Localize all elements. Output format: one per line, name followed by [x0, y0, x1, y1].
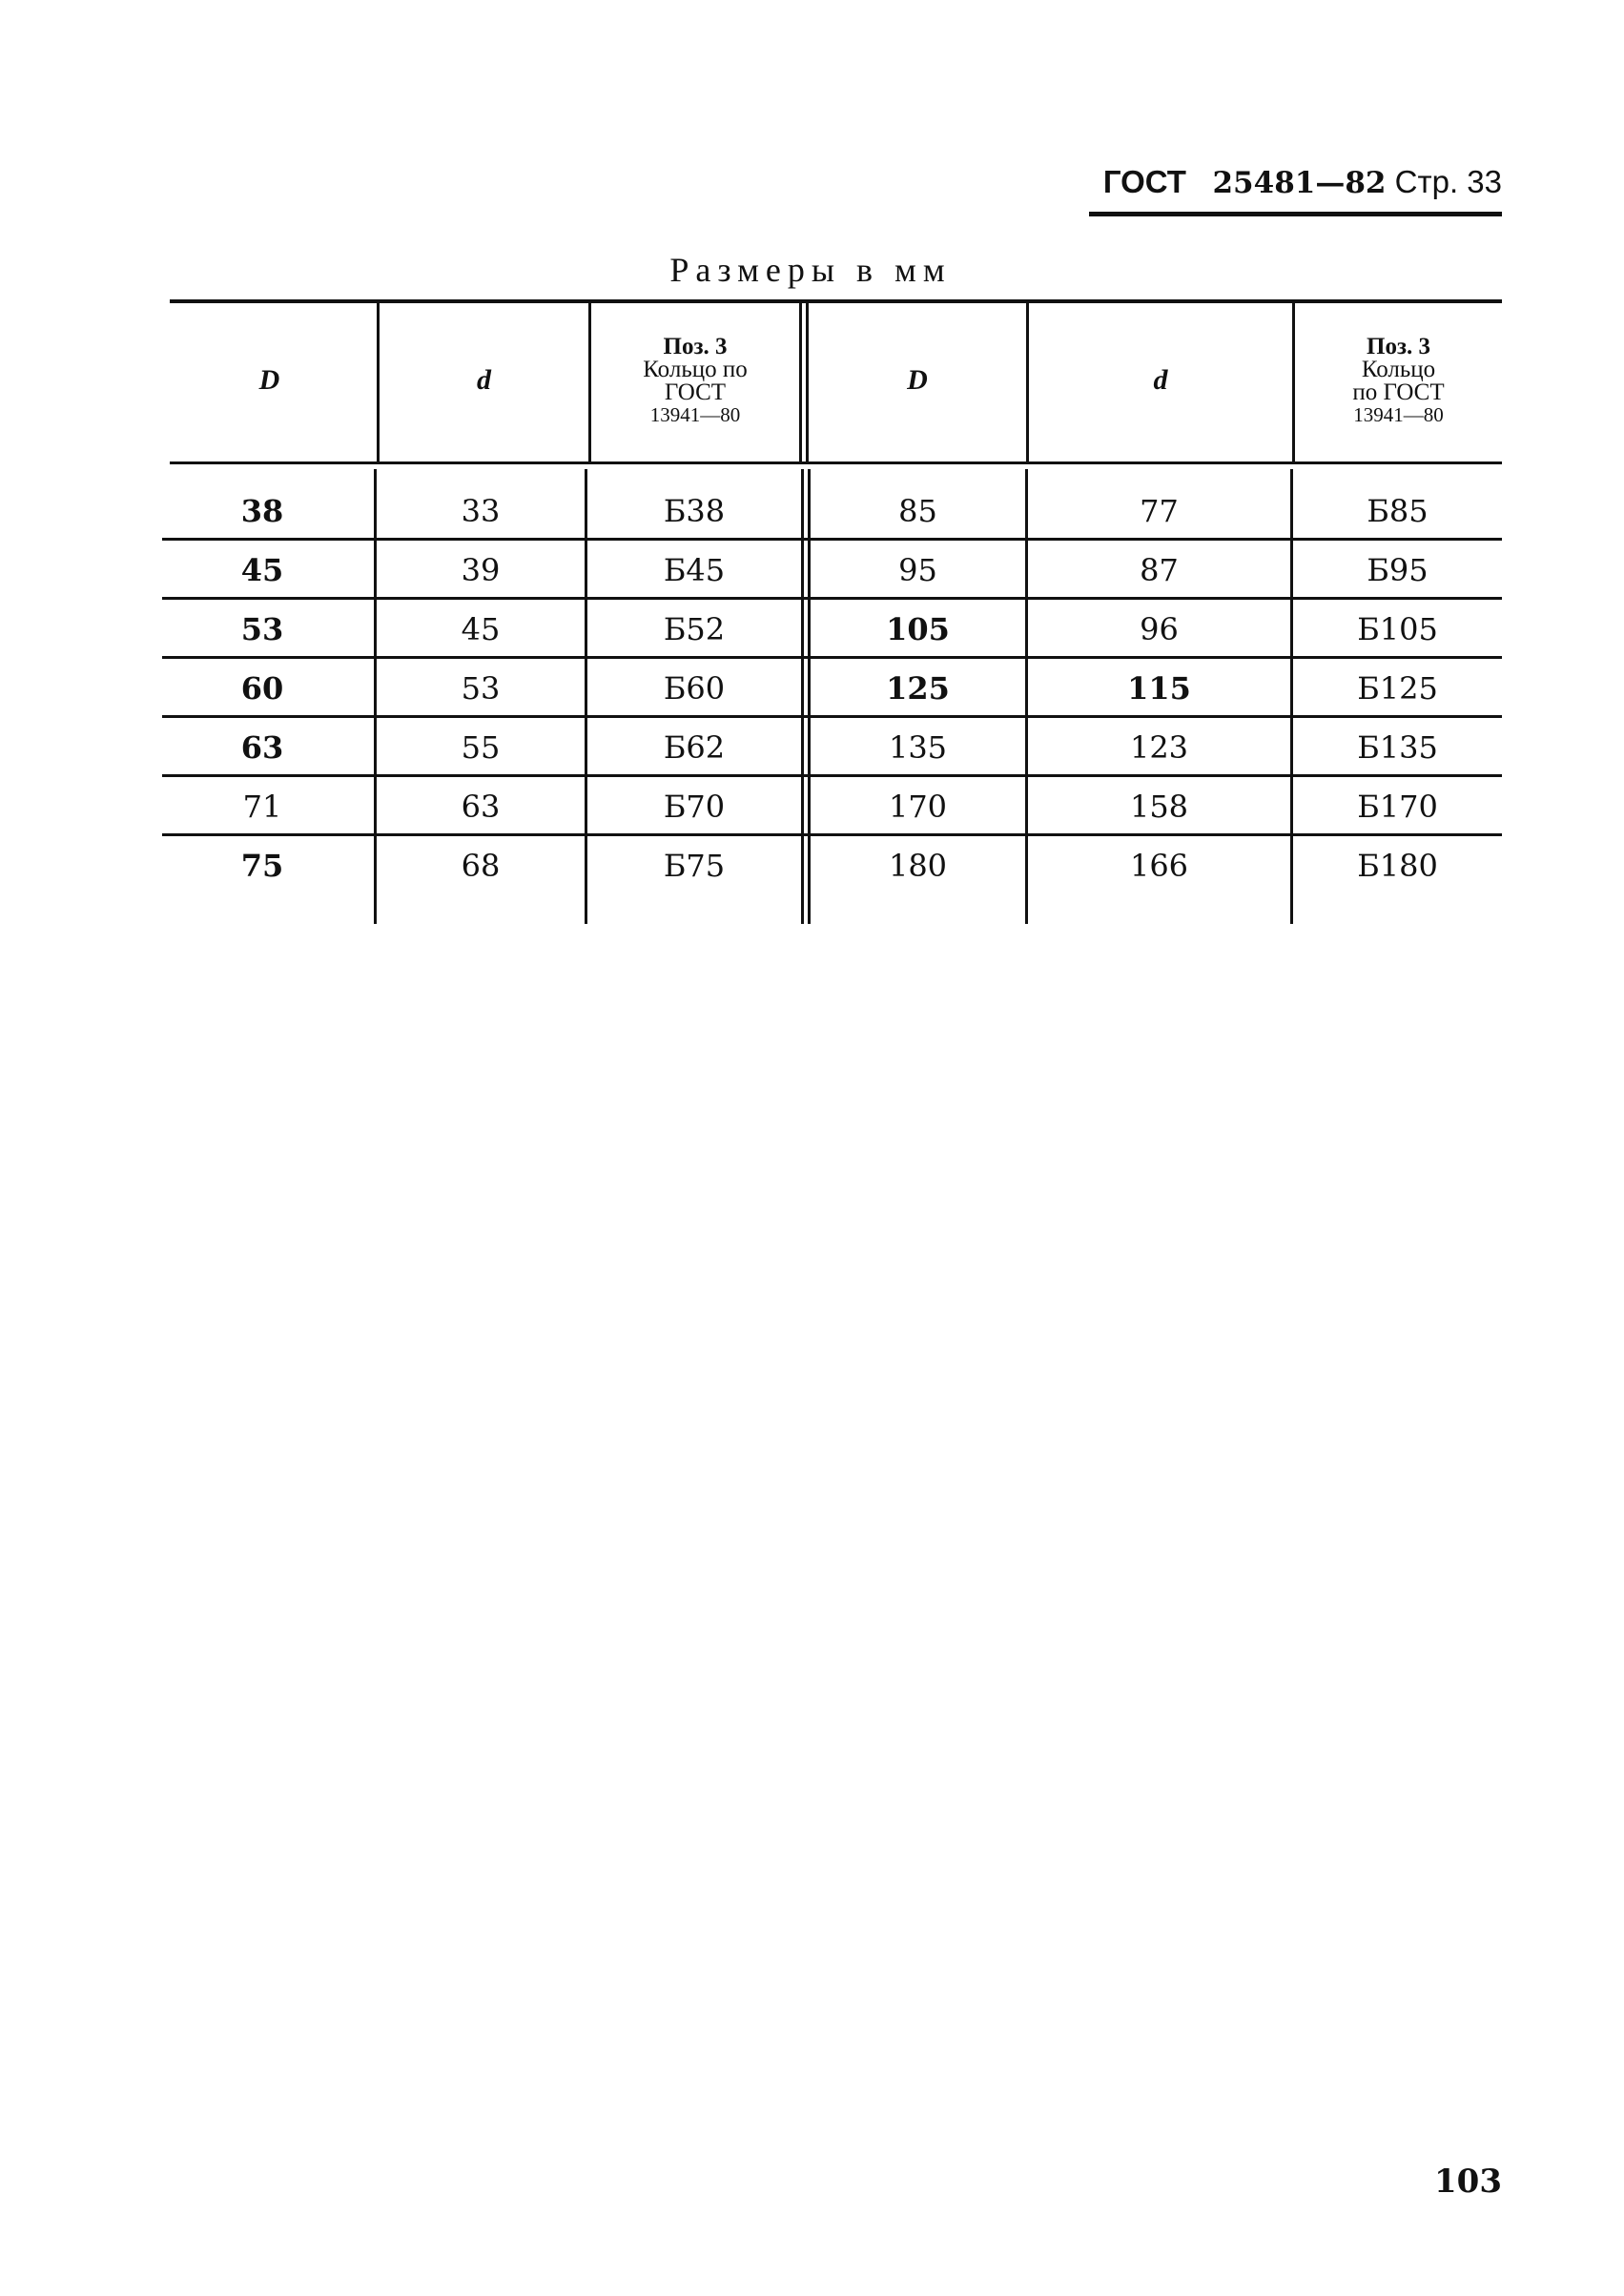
cell-d: 33 — [461, 493, 501, 529]
header-d — [380, 299, 588, 461]
cell-ring-right: Б135 — [1357, 729, 1438, 766]
cell-ring: Б70 — [663, 789, 726, 825]
cell-D: 38 — [240, 493, 284, 529]
cell-ring-right: Б170 — [1357, 789, 1438, 825]
cell-D: 75 — [240, 848, 284, 884]
header-ring-line: Кольцо — [1361, 357, 1436, 382]
cell-d-right: 115 — [1127, 670, 1191, 707]
cell-ring-right: Б125 — [1357, 670, 1438, 707]
cell-ring: Б52 — [663, 611, 726, 647]
header-ring-line: по ГОСТ — [1352, 379, 1445, 405]
standard-label: ГОСТ — [1102, 164, 1186, 199]
header-ring-line: Поз. 3 — [663, 334, 728, 359]
cell-D-right: 95 — [898, 552, 937, 588]
header-ring-right — [1295, 299, 1502, 461]
cell-ring: Б38 — [663, 493, 726, 529]
cell-D-right: 85 — [898, 493, 937, 529]
cell-D: 45 — [240, 552, 284, 588]
cell-ring-right: Б95 — [1367, 552, 1429, 588]
cell-d: 63 — [461, 789, 501, 825]
row-rule — [162, 597, 1502, 600]
cell-d: 55 — [461, 729, 501, 766]
page-number: 103 — [1434, 2163, 1502, 2201]
cell-d: 45 — [461, 611, 501, 647]
cell-d-right: 77 — [1140, 493, 1179, 529]
header-ring-line: ГОСТ — [664, 379, 727, 405]
cell-D: 63 — [240, 729, 284, 766]
cell-d: 53 — [461, 670, 501, 707]
cell-d-right: 87 — [1140, 552, 1179, 588]
cell-ring: Б75 — [663, 848, 726, 884]
header-bottom-rule — [170, 461, 1502, 464]
dimensions-table — [162, 299, 1502, 924]
cell-d-right: 123 — [1129, 729, 1189, 766]
page-header — [1087, 164, 1502, 200]
cell-ring-right: Б180 — [1357, 848, 1438, 884]
cell-ring-right: Б85 — [1367, 493, 1429, 529]
table-caption: Размеры в мм — [669, 251, 952, 289]
header-rule — [1089, 212, 1502, 216]
cell-D-right: 125 — [886, 670, 950, 707]
header-ring-line: Поз. 3 — [1367, 334, 1430, 359]
header-d-label: d — [1153, 364, 1168, 396]
header-d-label: d — [477, 364, 491, 396]
header-D-label: D — [907, 364, 928, 396]
cell-D: 60 — [240, 670, 284, 707]
row-rule — [162, 656, 1502, 659]
cell-ring: Б45 — [663, 552, 726, 588]
header-D — [162, 299, 377, 461]
cell-D-right: 170 — [888, 789, 948, 825]
cell-d-right: 96 — [1140, 611, 1179, 647]
cell-ring: Б62 — [663, 729, 726, 766]
cell-d: 39 — [461, 552, 501, 588]
row-rule — [162, 833, 1502, 836]
cell-D: 71 — [242, 789, 282, 825]
double-divider — [799, 303, 802, 461]
cell-D-right: 180 — [888, 848, 948, 884]
header-D-right — [809, 299, 1026, 461]
double-divider — [801, 469, 804, 924]
page-reference: Стр. 33 — [1394, 164, 1502, 199]
cell-D-right: 135 — [888, 729, 948, 766]
cell-d: 68 — [461, 848, 501, 884]
header-ring — [591, 299, 799, 461]
header-ring-line: Кольцо по — [643, 357, 748, 382]
header-ring-line: 13941—80 — [1353, 403, 1444, 426]
cell-ring-right: Б105 — [1357, 611, 1438, 647]
cell-d-right: 166 — [1129, 848, 1189, 884]
cell-D-right: 105 — [886, 611, 950, 647]
standard-number: 25481—82 — [1212, 166, 1387, 200]
cell-d-right: 158 — [1129, 789, 1189, 825]
header-d-right — [1029, 299, 1292, 461]
header-D-label: D — [258, 364, 280, 396]
row-rule — [162, 538, 1502, 541]
cell-D: 53 — [240, 611, 284, 647]
header-ring-line: 13941—80 — [649, 403, 741, 426]
row-rule — [162, 715, 1502, 718]
cell-ring: Б60 — [663, 670, 726, 707]
row-rule — [162, 774, 1502, 777]
